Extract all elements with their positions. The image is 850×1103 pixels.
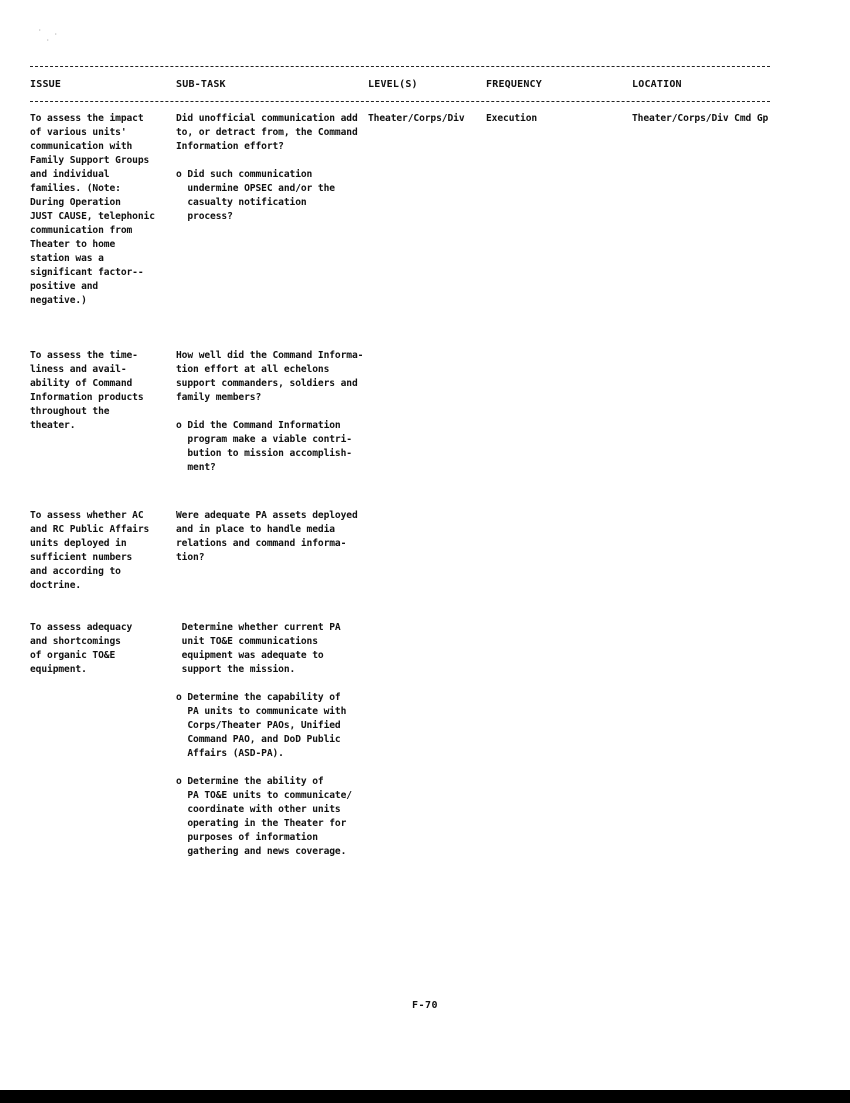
row-1-subtask: [176, 112, 358, 224]
row-2-subtask-point-1: o Did the Command Information program make a viable contri- bution to mission accomplish- ment?: [176, 420, 352, 473]
row-4-subtask-main: Determine whether current PA unit TO&E communications equipment was adequate to support the mission.: [181, 622, 341, 675]
row-1-location: Theater/Corps/Div Cmd Gp: [632, 113, 769, 124]
header-issue: ISSUE: [30, 79, 62, 90]
row-4-subtask: [176, 621, 352, 859]
row-2-subtask-main: How well did the Command Informa- tion effort at all echelons support commanders, soldiers and family members?: [176, 350, 364, 403]
scan-edge-bar: [0, 1090, 850, 1103]
row-1-levels: Theater/Corps/Div: [368, 113, 465, 124]
row-4-issue: To assess adequacy and shortcomings of organic TO&E equipment.: [30, 622, 133, 675]
row-3-issue: To assess whether AC and RC Public Affairs units deployed in sufficient numbers and according to doctrine.: [30, 510, 150, 591]
row-4-subtask-point-2: o Determine the ability of PA TO&E units to communicate/ coordinate with other units operating in the Theater for purposes of information gathering and news coverage.: [176, 776, 352, 857]
row-1-subtask-point-1: o Did such communication undermine OPSEC and/or the casualty notification process?: [176, 169, 335, 222]
header-subtask: SUB-TASK: [176, 79, 226, 90]
header-top-rule: [30, 66, 770, 67]
header-levels: LEVEL(S): [368, 79, 418, 90]
header-location: LOCATION: [632, 79, 682, 90]
header-bottom-rule: [30, 101, 770, 102]
row-1-issue: To assess the impact of various units' communication with Family Support Groups and individual families. (Note: During Operation JUST CAUSE, telephonic communication from Theater to home station was a significant factor-- positive and negative.): [30, 113, 155, 306]
row-2-subtask: [176, 349, 363, 475]
scan-speck: ·: [46, 37, 50, 44]
row-1-frequency: Execution: [486, 113, 538, 124]
scan-speck: ·: [54, 31, 58, 38]
page-number: F-70: [411, 1000, 439, 1011]
row-2-issue: To assess the time- liness and avail- ability of Command Information products throughout the theater.: [30, 350, 144, 431]
header-frequency: FREQUENCY: [486, 79, 542, 90]
row-3-subtask-main: Were adequate PA assets deployed and in place to handle media relations and command informa- tion?: [176, 510, 358, 563]
scan-speck: ·: [38, 27, 42, 34]
row-3-subtask: [176, 509, 358, 565]
row-4-subtask-point-1: o Determine the capability of PA units to communicate with Corps/Theater PAOs, Unified Command PAO, and DoD Public Affairs (ASD-PA).: [176, 692, 347, 759]
row-1-subtask-main: Did unofficial communication add to, or detract from, the Command Information effort?: [176, 113, 358, 152]
